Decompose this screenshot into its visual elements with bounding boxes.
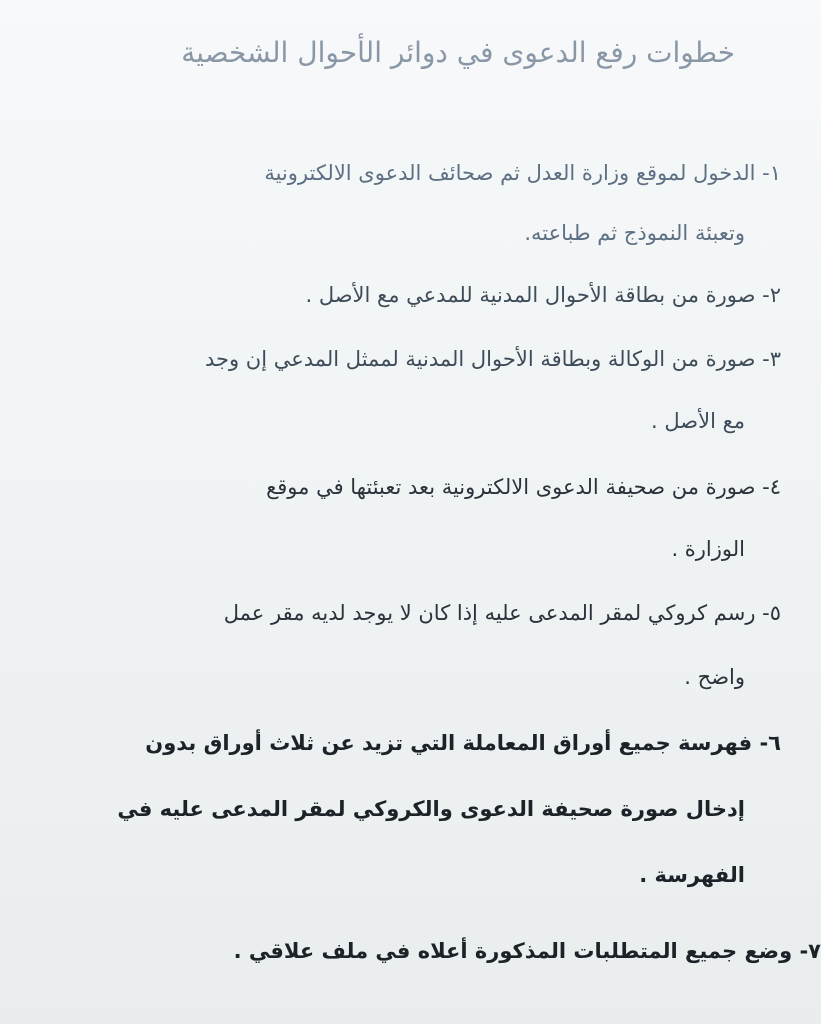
step-4-line-2: الوزارة . [671,537,745,561]
step-6-line-3: الفهرسة . [639,863,745,887]
step-1-line-2: وتعبئة النموذج ثم طباعته. [524,221,745,245]
page-title: خطوات رفع الدعوى في دوائر الأحوال الشخصية [181,36,735,69]
step-6-line-2: إدخال صورة صحيفة الدعوى والكروكي لمقر المدعى عليه في [117,797,745,821]
step-6-line-1: ٦- فهرسة جميع أوراق المعاملة التي تزيد عن ثلاث أوراق بدون [145,731,781,755]
step-4-line-1: ٤- صورة من صحيفة الدعوى الالكترونية بعد تعبئتها في موقع [266,475,781,499]
step-3-line-1: ٣- صورة من الوكالة وبطاقة الأحوال المدنية لممثل المدعي إن وجد [204,347,781,371]
step-7-line-1: ٧- وضع جميع المتطلبات المذكورة أعلاه في ملف علاقي . [233,939,821,963]
step-5-line-1: ٥- رسم كروكي لمقر المدعى عليه إذا كان لا يوجد لديه مقر عمل [223,601,781,625]
step-3-line-2: مع الأصل . [651,409,745,433]
step-2-line-1: ٢- صورة من بطاقة الأحوال المدنية للمدعي مع الأصل . [305,283,781,307]
step-5-line-2: واضح . [684,665,745,689]
step-1-line-1: ١- الدخول لموقع وزارة العدل ثم صحائف الدعوى الالكترونية [264,161,781,185]
